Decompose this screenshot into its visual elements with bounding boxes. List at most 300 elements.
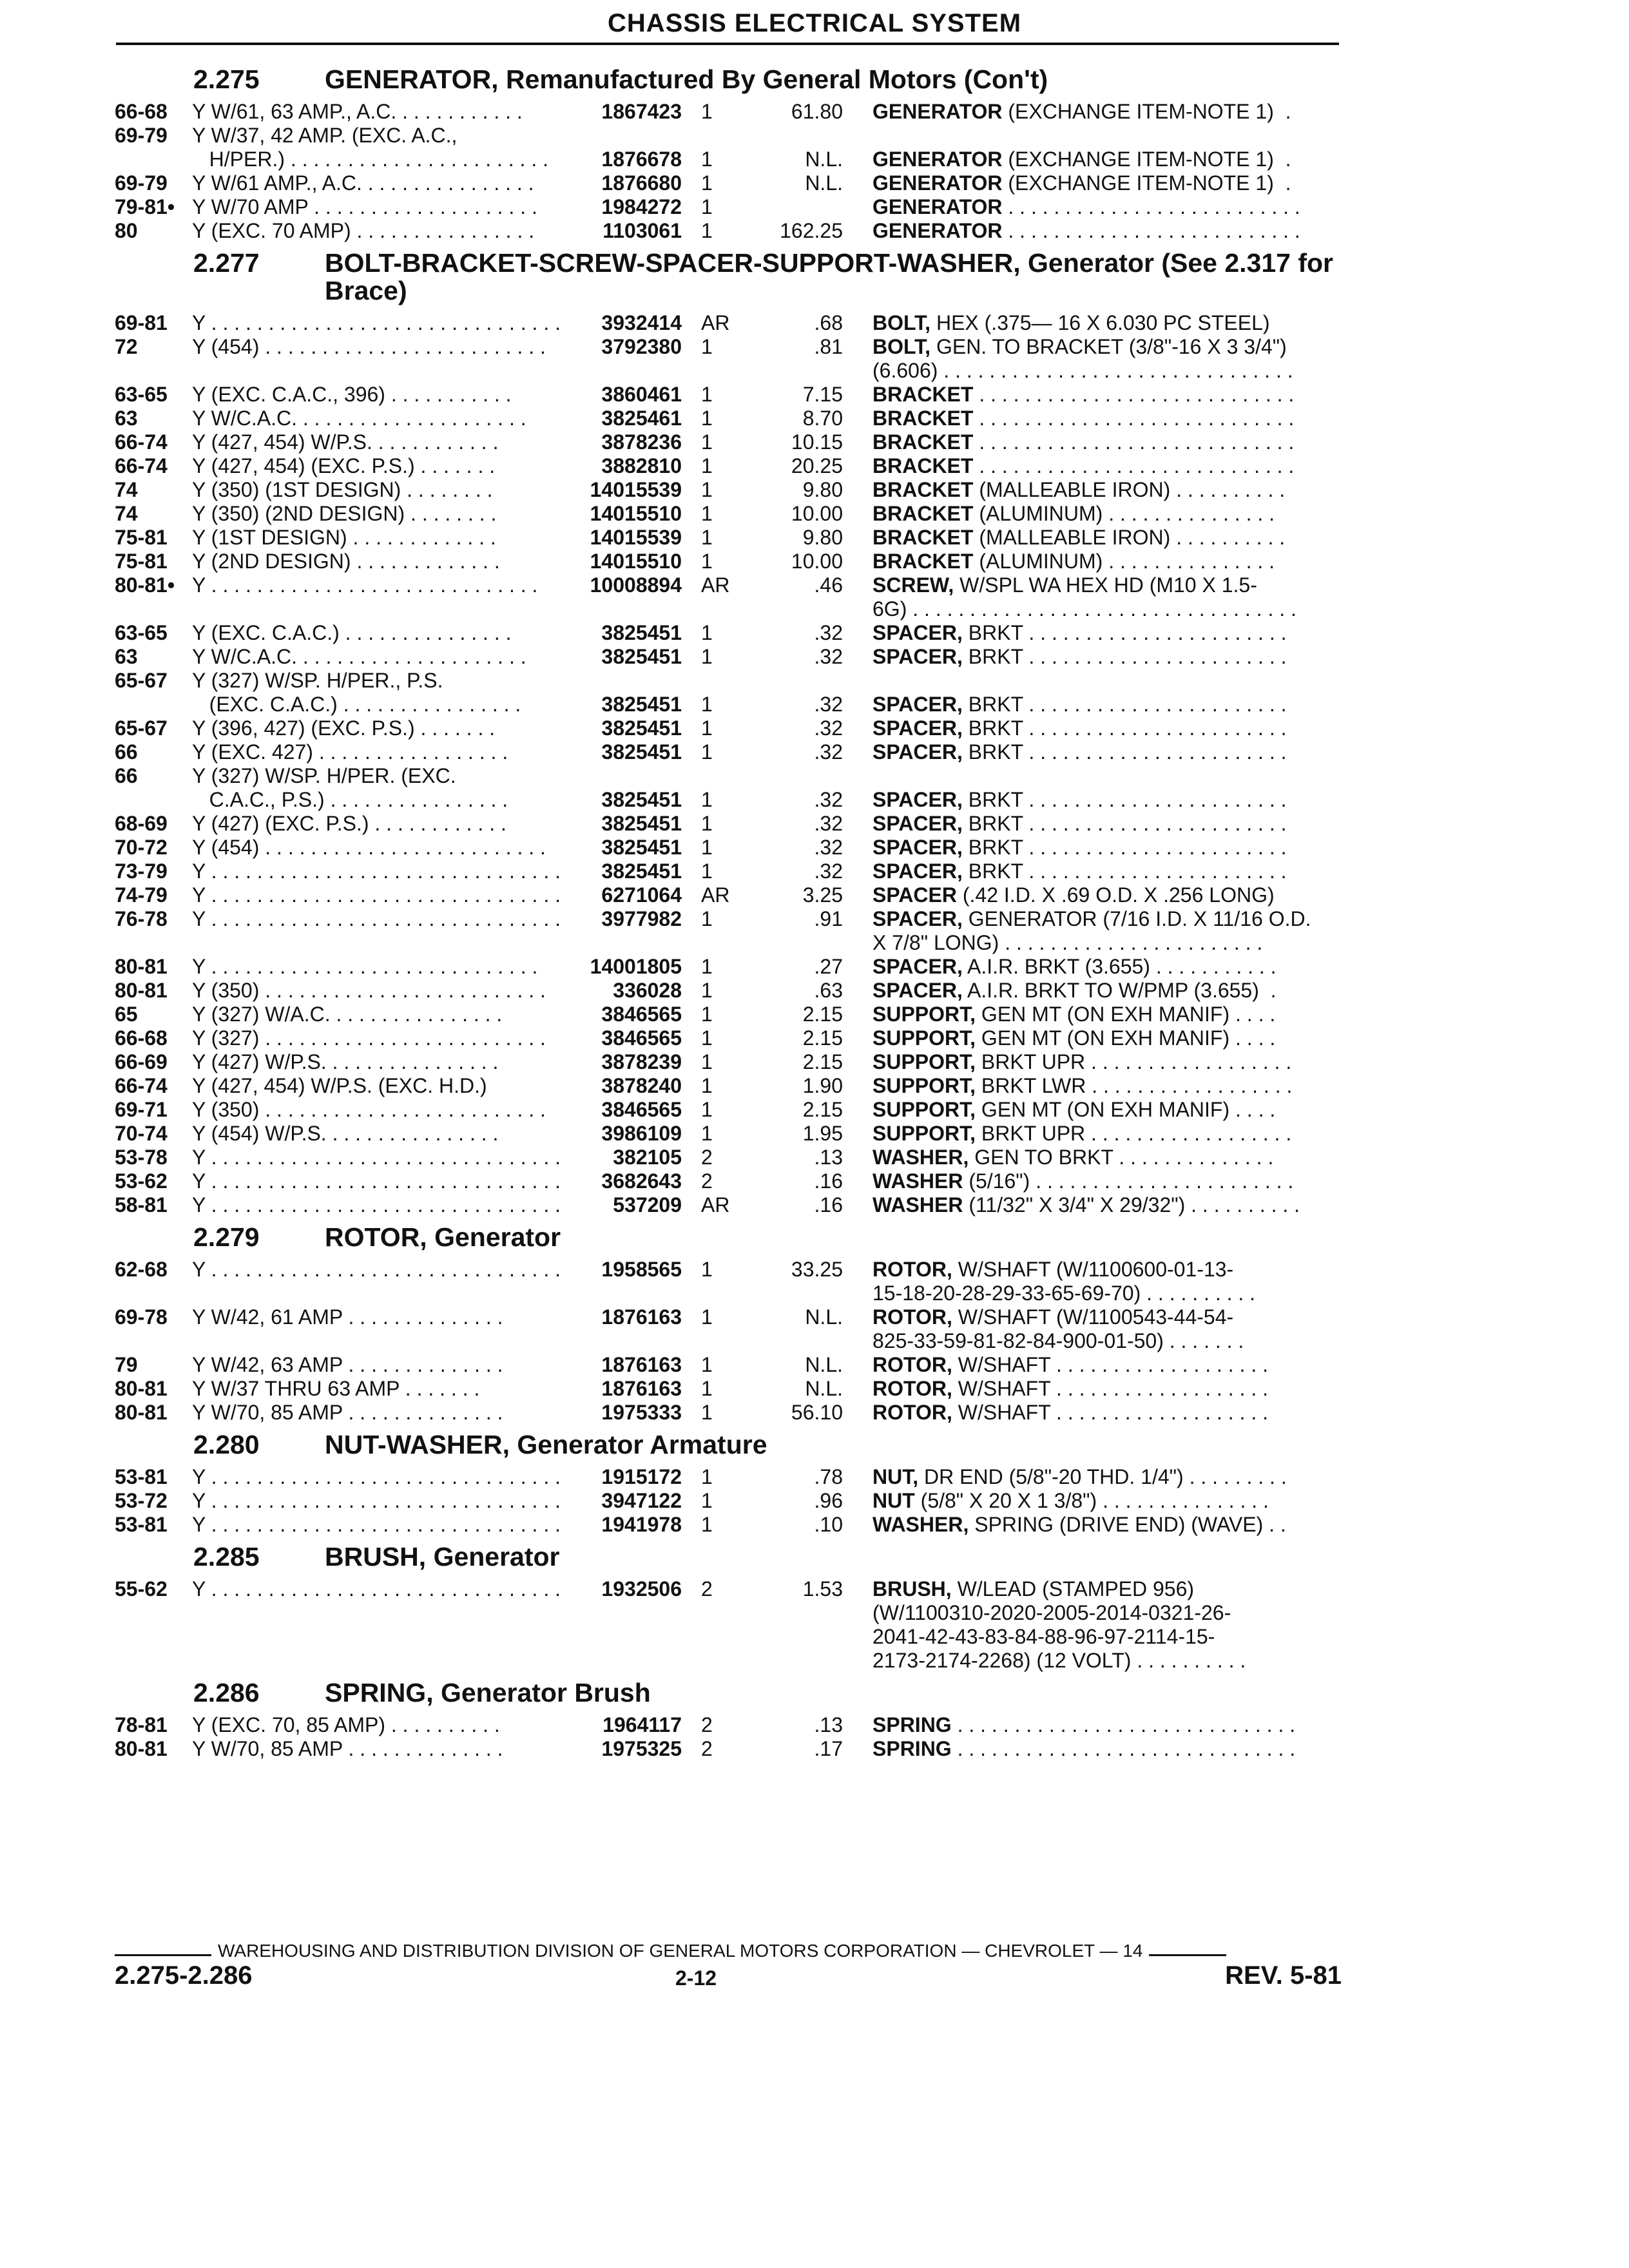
application: Y (EXC. 70 AMP) . . . . . . . . . . . . . . . .	[192, 219, 535, 242]
quantity: 1	[701, 502, 713, 525]
application: Y . . . . . . . . . . . . . . . . . . . . . . . . . . . . . . .	[192, 860, 561, 883]
price: 56.10	[791, 1401, 843, 1424]
quantity: AR	[701, 573, 730, 597]
description-detail: (5/8" X 20 X 1 3/8") . . . . . . . . . . . . . . .	[914, 1489, 1269, 1512]
description-name: SPACER,	[872, 812, 963, 835]
price	[744, 1329, 843, 1353]
model-years	[115, 693, 192, 716]
description	[872, 1353, 1361, 1377]
table-row	[115, 907, 1342, 931]
application	[192, 359, 566, 383]
description	[872, 1074, 1361, 1098]
parts-catalog	[115, 59, 1342, 1761]
model-years: 55-62	[115, 1577, 168, 1600]
quantity: 1	[701, 195, 713, 218]
description	[872, 788, 1361, 812]
table-row	[115, 1329, 1342, 1353]
part-number: 1867423	[601, 100, 682, 123]
part-number: 14015510	[590, 502, 682, 525]
section-heading	[115, 1679, 1342, 1707]
description-detail: BRKT . . . . . . . . . . . . . . . . . . . . . . .	[962, 621, 1287, 644]
description-detail: W/SHAFT . . . . . . . . . . . . . . . . . . .	[952, 1401, 1268, 1424]
description	[872, 407, 1361, 430]
description	[872, 124, 1361, 148]
description	[872, 1169, 1361, 1193]
price: .32	[814, 645, 843, 668]
part-number: 14015539	[590, 526, 682, 549]
description	[872, 645, 1361, 669]
description-detail: . . . . . . . . . . . . . . . . . . . . . . . . . .	[1002, 219, 1300, 242]
price: 1.53	[802, 1577, 843, 1600]
quantity: 1	[701, 1377, 713, 1400]
description-detail: . . . . . . . . . . . . . . . . . . . . . . . . . . . .	[973, 454, 1295, 477]
price: .32	[814, 621, 843, 644]
description-detail: GEN MT (ON EXH MANIF) . . . .	[976, 1003, 1276, 1026]
application: Y . . . . . . . . . . . . . . . . . . . . . . . . . . . . . . .	[192, 1146, 561, 1169]
quantity: 1	[701, 979, 713, 1002]
table-row	[115, 1513, 1342, 1537]
description-detail: (11/32" X 3/4" X 29/32") . . . . . . . . . .	[963, 1193, 1300, 1216]
table-row	[115, 454, 1342, 478]
model-years: 69-79	[115, 124, 168, 147]
price: 10.00	[791, 550, 843, 573]
description-detail: (5/16") . . . . . . . . . . . . . . . . . . . . . . .	[963, 1169, 1294, 1193]
description-name: SUPPORT,	[872, 1098, 976, 1121]
part-number: 3825451	[601, 645, 682, 668]
description-name: SUPPORT,	[872, 1074, 976, 1097]
table-row	[115, 1305, 1342, 1329]
description-name: SUPPORT,	[872, 1050, 976, 1073]
quantity: 1	[701, 526, 713, 549]
model-years: 80-81	[115, 955, 168, 978]
table-row	[115, 1169, 1342, 1193]
application: Y W/42, 63 AMP . . . . . . . . . . . . . .	[192, 1353, 503, 1376]
model-years: 75-81	[115, 550, 168, 573]
model-years	[115, 597, 192, 621]
application: Y (327) . . . . . . . . . . . . . . . . . . . . . . . . .	[192, 1026, 546, 1050]
price	[744, 359, 843, 383]
description	[872, 1489, 1361, 1513]
quantity: 1	[701, 621, 713, 644]
table-row	[115, 1098, 1342, 1122]
quantity: AR	[701, 883, 730, 907]
description-name: ROTOR,	[872, 1401, 952, 1424]
quantity: 1	[701, 1513, 713, 1536]
price: 10.15	[791, 430, 843, 454]
quantity	[682, 124, 744, 148]
quantity: 2	[701, 1737, 713, 1760]
description	[872, 148, 1361, 171]
quantity: 2	[701, 1169, 713, 1193]
description	[872, 907, 1361, 931]
application: Y (350) (1ST DESIGN) . . . . . . . .	[192, 478, 493, 501]
model-years: 73-79	[115, 860, 168, 883]
table-row	[115, 812, 1342, 836]
part-number: 3878240	[601, 1074, 682, 1097]
table-row	[115, 502, 1342, 526]
section-heading	[115, 66, 1342, 93]
description-detail: 2041-42-43-83-84-88-96-97-2114-15-	[872, 1625, 1215, 1648]
description-name: BRACKET	[872, 502, 974, 525]
table-row	[115, 1050, 1342, 1074]
model-years	[115, 1649, 192, 1673]
description-name: BRACKET	[872, 454, 974, 477]
part-number	[566, 931, 682, 955]
quantity: 1	[701, 645, 713, 668]
description	[872, 1282, 1361, 1305]
price: 2.15	[802, 1026, 843, 1050]
part-number: 3825451	[601, 693, 682, 716]
price: .81	[814, 335, 843, 358]
table-row	[115, 1713, 1342, 1737]
table-row	[115, 955, 1342, 979]
quantity: 1	[701, 478, 713, 501]
section-title: SPRING, Generator Brush	[325, 1678, 651, 1707]
table-row	[115, 931, 1342, 955]
description-name: NUT	[872, 1489, 915, 1512]
table-row	[115, 1465, 1342, 1489]
part-number	[566, 669, 682, 693]
application	[192, 597, 566, 621]
table-row	[115, 407, 1342, 430]
model-years: 66-68	[115, 100, 168, 123]
section-title: ROTOR, Generator	[325, 1222, 561, 1252]
description	[872, 1122, 1361, 1146]
quantity: 1	[701, 1098, 713, 1121]
quantity: 1	[701, 219, 713, 242]
price: .32	[814, 860, 843, 883]
description	[872, 1625, 1361, 1649]
price: .32	[814, 788, 843, 811]
part-number: 1876163	[601, 1305, 682, 1329]
description	[872, 1098, 1361, 1122]
table-row	[115, 669, 1342, 693]
footer-rule-left	[115, 1954, 211, 1956]
description-detail: W/LEAD (STAMPED 956)	[951, 1577, 1195, 1600]
description-detail: GEN MT (ON EXH MANIF) . . . .	[976, 1098, 1276, 1121]
part-number: 3882810	[601, 454, 682, 477]
description-name: WASHER,	[872, 1513, 969, 1536]
table-row	[115, 788, 1342, 812]
model-years: 65-67	[115, 669, 168, 692]
model-years: 63	[115, 645, 138, 668]
application: C.A.C., P.S.) . . . . . . . . . . . . . . . .	[192, 788, 508, 811]
description-name: SPACER,	[872, 693, 963, 716]
application: H/PER.) . . . . . . . . . . . . . . . . . . . . . . .	[192, 148, 548, 171]
application: Y . . . . . . . . . . . . . . . . . . . . . . . . . . . . . . .	[192, 1465, 561, 1488]
description	[872, 979, 1361, 1003]
quantity: 1	[701, 1122, 713, 1145]
price: .27	[814, 955, 843, 978]
application: Y (427, 454) (EXC. P.S.) . . . . . . .	[192, 454, 496, 477]
description-detail: (EXCHANGE ITEM-NOTE 1) .	[1002, 100, 1291, 123]
part-number: 1876678	[601, 148, 682, 171]
application: (EXC. C.A.C.) . . . . . . . . . . . . . . . .	[192, 693, 521, 716]
model-years: 66-74	[115, 430, 168, 454]
description-name: GENERATOR	[872, 195, 1003, 218]
application	[192, 1625, 566, 1649]
model-years	[115, 148, 192, 171]
quantity: AR	[701, 311, 730, 334]
model-years: 79-81•	[115, 195, 175, 218]
description-detail: (MALLEABLE IRON) . . . . . . . . . .	[973, 478, 1286, 501]
quantity: 1	[701, 430, 713, 454]
description-detail: 15-18-20-28-29-33-65-69-70) . . . . . . . . . .	[872, 1282, 1256, 1305]
model-years: 62-68	[115, 1258, 168, 1281]
description	[872, 1401, 1361, 1425]
description-detail: . . . . . . . . . . . . . . . . . . . . . . . . . . . . . .	[951, 1713, 1296, 1736]
price: .63	[814, 979, 843, 1002]
description	[872, 1003, 1361, 1026]
description-detail: 6G) . . . . . . . . . . . . . . . . . . . . . . . . . . . . . . . . . .	[872, 597, 1296, 620]
price	[744, 124, 843, 148]
application: Y W/70 AMP . . . . . . . . . . . . . . . . . . . .	[192, 195, 537, 218]
part-number: 3846565	[601, 1098, 682, 1121]
part-number: 537209	[613, 1193, 682, 1216]
price: 61.80	[791, 100, 843, 123]
table-row	[115, 597, 1342, 621]
application: Y . . . . . . . . . . . . . . . . . . . . . . . . . . . . . . .	[192, 311, 561, 334]
description	[872, 1649, 1361, 1673]
model-years	[115, 359, 192, 383]
price: .32	[814, 836, 843, 859]
application: Y . . . . . . . . . . . . . . . . . . . . . . . . . . . . . . .	[192, 1258, 561, 1281]
quantity: 1	[701, 1489, 713, 1512]
model-years: 66-74	[115, 454, 168, 477]
application: Y W/70, 85 AMP . . . . . . . . . . . . . .	[192, 1737, 503, 1760]
table-row	[115, 1074, 1342, 1098]
quantity	[682, 1625, 744, 1649]
description-detail: X 7/8" LONG) . . . . . . . . . . . . . . . . . . . . . . .	[872, 931, 1263, 954]
quantity: 1	[701, 693, 713, 716]
model-years: 72	[115, 335, 138, 358]
section-title: BRUSH, Generator	[325, 1542, 560, 1571]
price: 9.80	[802, 478, 843, 501]
description	[872, 955, 1361, 979]
section-heading	[115, 1224, 1342, 1251]
description	[872, 1465, 1361, 1489]
part-number: 3977982	[601, 907, 682, 930]
application: Y (454) . . . . . . . . . . . . . . . . . . . . . . . . .	[192, 335, 546, 358]
section-heading	[115, 1543, 1342, 1571]
price: .17	[814, 1737, 843, 1760]
model-years: 63	[115, 407, 138, 430]
model-years: 53-81	[115, 1513, 168, 1536]
price	[744, 1625, 843, 1649]
table-row	[115, 1625, 1342, 1649]
footer-division: WAREHOUSING AND DISTRIBUTION DIVISION OF GENERAL MOTORS CORPORATION — CHEVROLET — 14	[218, 1941, 1143, 1961]
table-row	[115, 621, 1342, 645]
application: Y W/C.A.C. . . . . . . . . . . . . . . . . . . . .	[192, 645, 526, 668]
description-detail: BRKT LWR . . . . . . . . . . . . . . . . . .	[976, 1074, 1293, 1097]
footer-division-line	[115, 1941, 1342, 1961]
application: Y (427, 454) W/P.S. (EXC. H.D.)	[192, 1074, 487, 1097]
description-name: WASHER,	[872, 1146, 969, 1169]
description	[872, 383, 1361, 407]
description-name: GENERATOR	[872, 171, 1003, 195]
part-number: 1876163	[601, 1353, 682, 1376]
description	[872, 836, 1361, 860]
description	[872, 860, 1361, 883]
part-number: 14015539	[590, 478, 682, 501]
description-name: SUPPORT,	[872, 1003, 976, 1026]
description-name: SPACER,	[872, 740, 963, 764]
application: Y (427) (EXC. P.S.) . . . . . . . . . . . .	[192, 812, 506, 835]
description	[872, 311, 1361, 335]
price: 1.95	[802, 1122, 843, 1145]
application: Y . . . . . . . . . . . . . . . . . . . . . . . . . . . . . . .	[192, 883, 561, 907]
application: Y (327) W/A.C. . . . . . . . . . . . . . . .	[192, 1003, 503, 1026]
model-years	[115, 1601, 192, 1625]
quantity: 2	[701, 1577, 713, 1600]
price: .32	[814, 716, 843, 740]
description-detail: W/SHAFT (W/1100543-44-54-	[952, 1305, 1234, 1329]
application: Y W/C.A.C. . . . . . . . . . . . . . . . . . . . .	[192, 407, 526, 430]
application: Y . . . . . . . . . . . . . . . . . . . . . . . . . . . . . . .	[192, 1489, 561, 1512]
section-number: 2.277	[193, 248, 260, 278]
description-name: WASHER	[872, 1169, 963, 1193]
model-years: 66-68	[115, 1026, 168, 1050]
part-number	[566, 1625, 682, 1649]
part-number: 382105	[613, 1146, 682, 1169]
table-row	[115, 716, 1342, 740]
application: Y (350) . . . . . . . . . . . . . . . . . . . . . . . . .	[192, 979, 546, 1002]
quantity: 1	[701, 1258, 713, 1281]
description-name: SPACER,	[872, 788, 963, 811]
description-name: SPACER,	[872, 621, 963, 644]
table-row	[115, 383, 1342, 407]
model-years: 53-62	[115, 1169, 168, 1193]
table-row	[115, 1026, 1342, 1050]
section-number: 2.286	[193, 1678, 260, 1707]
model-years: 74	[115, 502, 138, 525]
price: 20.25	[791, 454, 843, 477]
section-heading	[115, 1431, 1342, 1459]
description	[872, 1737, 1361, 1761]
table-row	[115, 311, 1342, 335]
price: .68	[814, 311, 843, 334]
table-row	[115, 1193, 1342, 1217]
part-number: 3825451	[601, 812, 682, 835]
description-detail: BRKT . . . . . . . . . . . . . . . . . . . . . . .	[962, 645, 1287, 668]
part-number: 3860461	[601, 383, 682, 406]
application	[192, 1601, 566, 1625]
description-detail: (.42 I.D. X .69 O.D. X .256 LONG)	[956, 883, 1275, 907]
description-name: GENERATOR	[872, 100, 1003, 123]
table-row	[115, 219, 1342, 243]
part-number: 1876680	[601, 171, 682, 195]
description	[872, 454, 1361, 478]
model-years: 80-81	[115, 1401, 168, 1424]
quantity: 1	[701, 1026, 713, 1050]
description	[872, 1146, 1361, 1169]
table-row	[115, 1737, 1342, 1761]
description-detail: BRKT . . . . . . . . . . . . . . . . . . . . . . .	[962, 788, 1287, 811]
quantity: 1	[701, 716, 713, 740]
quantity: 1	[701, 812, 713, 835]
part-number: 1975333	[601, 1401, 682, 1424]
part-number: 3825451	[601, 860, 682, 883]
table-row	[115, 550, 1342, 573]
model-years: 63-65	[115, 383, 168, 406]
part-number: 3932414	[601, 311, 682, 334]
description-name: SPACER,	[872, 907, 963, 930]
part-number: 3825451	[601, 740, 682, 764]
price: .13	[814, 1146, 843, 1169]
description	[872, 219, 1361, 243]
table-row	[115, 1146, 1342, 1169]
model-years: 69-81	[115, 311, 168, 334]
part-number	[566, 359, 682, 383]
description	[872, 1050, 1361, 1074]
description-name: SPACER	[872, 883, 957, 907]
model-years: 68-69	[115, 812, 168, 835]
quantity	[682, 669, 744, 693]
table-row	[115, 1353, 1342, 1377]
description-detail: BRKT . . . . . . . . . . . . . . . . . . . . . . .	[962, 716, 1287, 740]
section-number: 2.285	[193, 1542, 260, 1571]
quantity: 1	[701, 171, 713, 195]
description	[872, 573, 1361, 597]
table-row	[115, 1122, 1342, 1146]
description	[872, 430, 1361, 454]
application	[192, 1649, 566, 1673]
price: 9.80	[802, 526, 843, 549]
price: 2.15	[802, 1098, 843, 1121]
description	[872, 1377, 1361, 1401]
description-name: SUPPORT,	[872, 1026, 976, 1050]
description	[872, 359, 1361, 383]
description	[872, 1329, 1361, 1353]
model-years: 80	[115, 219, 138, 242]
application: Y W/37, 42 AMP. (EXC. A.C.,	[192, 124, 458, 147]
application: Y (EXC. C.A.C., 396) . . . . . . . . . . .	[192, 383, 512, 406]
application: Y (396, 427) (EXC. P.S.) . . . . . . .	[192, 716, 496, 740]
description-name: SCREW,	[872, 573, 954, 597]
footer-page-number: 2-12	[675, 1966, 717, 1990]
table-row	[115, 740, 1342, 764]
model-years: 70-72	[115, 836, 168, 859]
description-name: SPACER,	[872, 645, 963, 668]
application: Y (454) . . . . . . . . . . . . . . . . . . . . . . . . .	[192, 836, 546, 859]
table-row	[115, 693, 1342, 716]
model-years: 65	[115, 1003, 138, 1026]
price: .46	[814, 573, 843, 597]
part-number: 1975325	[601, 1737, 682, 1760]
footer-section-range: 2.275-2.286	[115, 1961, 253, 1990]
application: Y . . . . . . . . . . . . . . . . . . . . . . . . . . . . . . .	[192, 1193, 561, 1216]
description-name: GENERATOR	[872, 219, 1003, 242]
application: Y (350) . . . . . . . . . . . . . . . . . . . . . . . . .	[192, 1098, 546, 1121]
quantity	[682, 1601, 744, 1625]
description-detail: 2173-2174-2268) (12 VOLT) . . . . . . . . . .	[872, 1649, 1246, 1672]
model-years: 78-81	[115, 1713, 168, 1736]
model-years: 80-81•	[115, 573, 175, 597]
price: 7.15	[802, 383, 843, 406]
quantity: AR	[701, 1193, 730, 1216]
model-years: 66	[115, 764, 138, 787]
section-title: GENERATOR, Remanufactured By General Motors (Con't)	[325, 64, 1048, 94]
model-years: 74	[115, 478, 138, 501]
application: Y (454) W/P.S. . . . . . . . . . . . . . . .	[192, 1122, 499, 1145]
part-number: 3825451	[601, 788, 682, 811]
model-years	[115, 1625, 192, 1649]
quantity: 1	[701, 788, 713, 811]
description-detail: (6.606) . . . . . . . . . . . . . . . . . . . . . . . . . . . . . . .	[872, 359, 1293, 382]
description-name: ROTOR,	[872, 1353, 952, 1376]
price: .32	[814, 812, 843, 835]
description	[872, 764, 1361, 788]
